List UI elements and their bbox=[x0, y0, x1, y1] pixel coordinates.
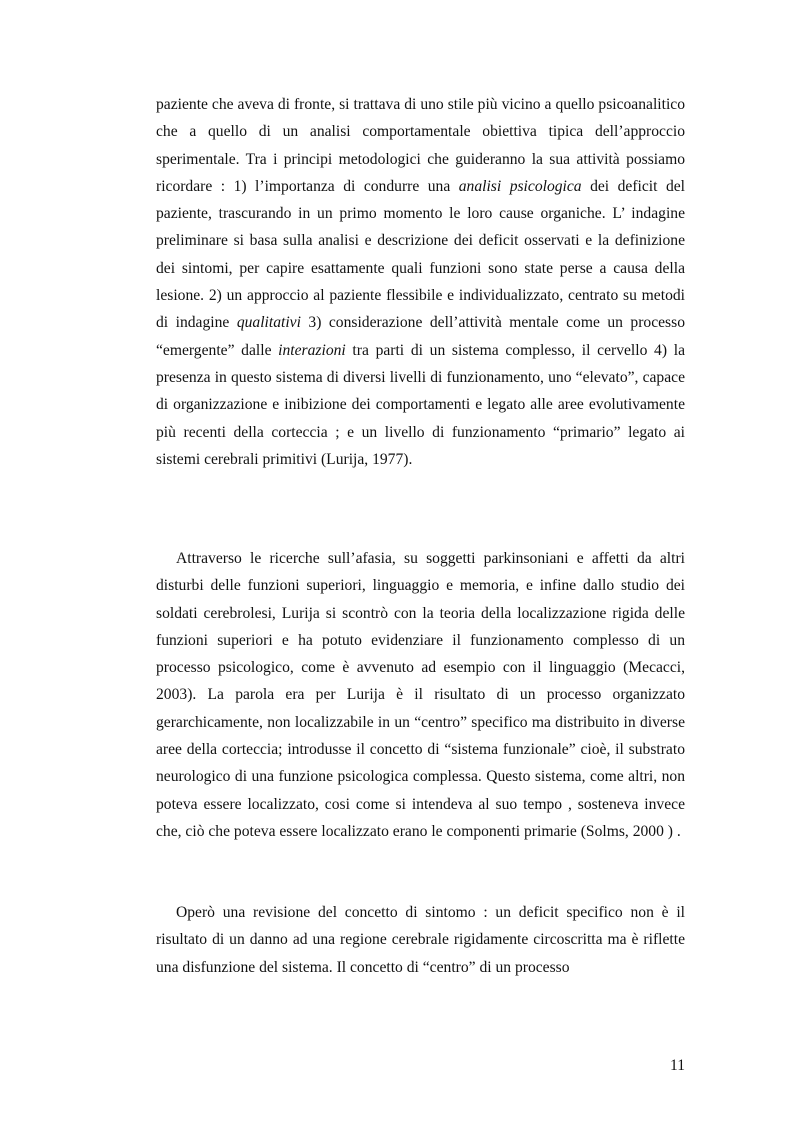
paragraph-1-italic-run: qualitativi bbox=[236, 314, 301, 332]
paragraph-1-italic-run: interazioni bbox=[278, 341, 346, 359]
paragraph-1-run: dei deficit del paziente, trascurando in un primo momento le loro cause organiche. L’ indagine preliminare si basa sulla analisi e descrizione dei deficit osservati e la definizione dei sintomi, per capire esattamente quali funzioni sono state perse a causa della lesione. 2) un approccio al paziente flessibile e individualizzato, centrato su metodi di indagine bbox=[156, 177, 685, 332]
paragraph-1-run: tra parti di un sistema complesso, il cervello 4) la presenza in questo sistema di diversi livelli di funzionamento, uno “elevato”, capace di organizzazione e inibizione dei comportamenti e legato alle aree evolutivamente più recenti della corteccia ; e un livello di funzionamento “primario” legato ai sistemi cerebrali primitivi (Lurija, 1977). bbox=[156, 341, 685, 468]
paragraph-1 bbox=[156, 91, 685, 473]
page-number: 11 bbox=[669, 1057, 685, 1074]
paragraph-1-italic-run: analisi psicologica bbox=[458, 177, 582, 195]
paragraph-1-run: paziente che aveva di fronte, si trattava di uno stile più vicino a quello psicoanalitico che a quello di un analisi comportamentale obiettiva tipica dell’approccio sperimentale. Tra i principi metodologici che guideranno la sua attività possiamo ricordare : 1) l’importanza di condurre una bbox=[156, 96, 685, 195]
paragraph-1-run: 3) considerazione dell’attività mentale come un processo “emergente” dalle bbox=[156, 314, 685, 359]
paragraph-2: Attraverso le ricerche sull’afasia, su soggetti parkinsoniani e affetti da altri disturbi delle funzioni superiori, linguaggio e memoria, e infine dallo studio dei soldati cerebrolesi, Lurija si scontrò con la teoria della localizzazione rigida delle funzioni superiori e ha potuto evidenziare il funzionamento complesso di un processo psicologico, come è avvenuto ad esempio con il linguaggio (Mecacci, 2003). La parola era per Lurija è il risultato di un processo organizzato gerarchicamente, non localizzabile in un “centro” specifico ma distribuito in diverse aree della corteccia; introdusse il concetto di “sistema funzionale” cioè, il substrato neurologico di una funzione psicologica complessa. Questo sistema, come altri, non poteva essere localizzato, cosi come si intendeva al suo tempo , sosteneva invece che, ciò che poteva essere localizzato erano le componenti primarie (Solms, 2000 ) . bbox=[156, 550, 685, 840]
paragraph-3: Operò una revisione del concetto di sintomo : un deficit specifico non è il risultato di un danno ad una regione cerebrale rigidamente circoscritta ma è riflette una disfunzione del sistema. Il concetto di “centro” di un processo bbox=[156, 904, 685, 976]
